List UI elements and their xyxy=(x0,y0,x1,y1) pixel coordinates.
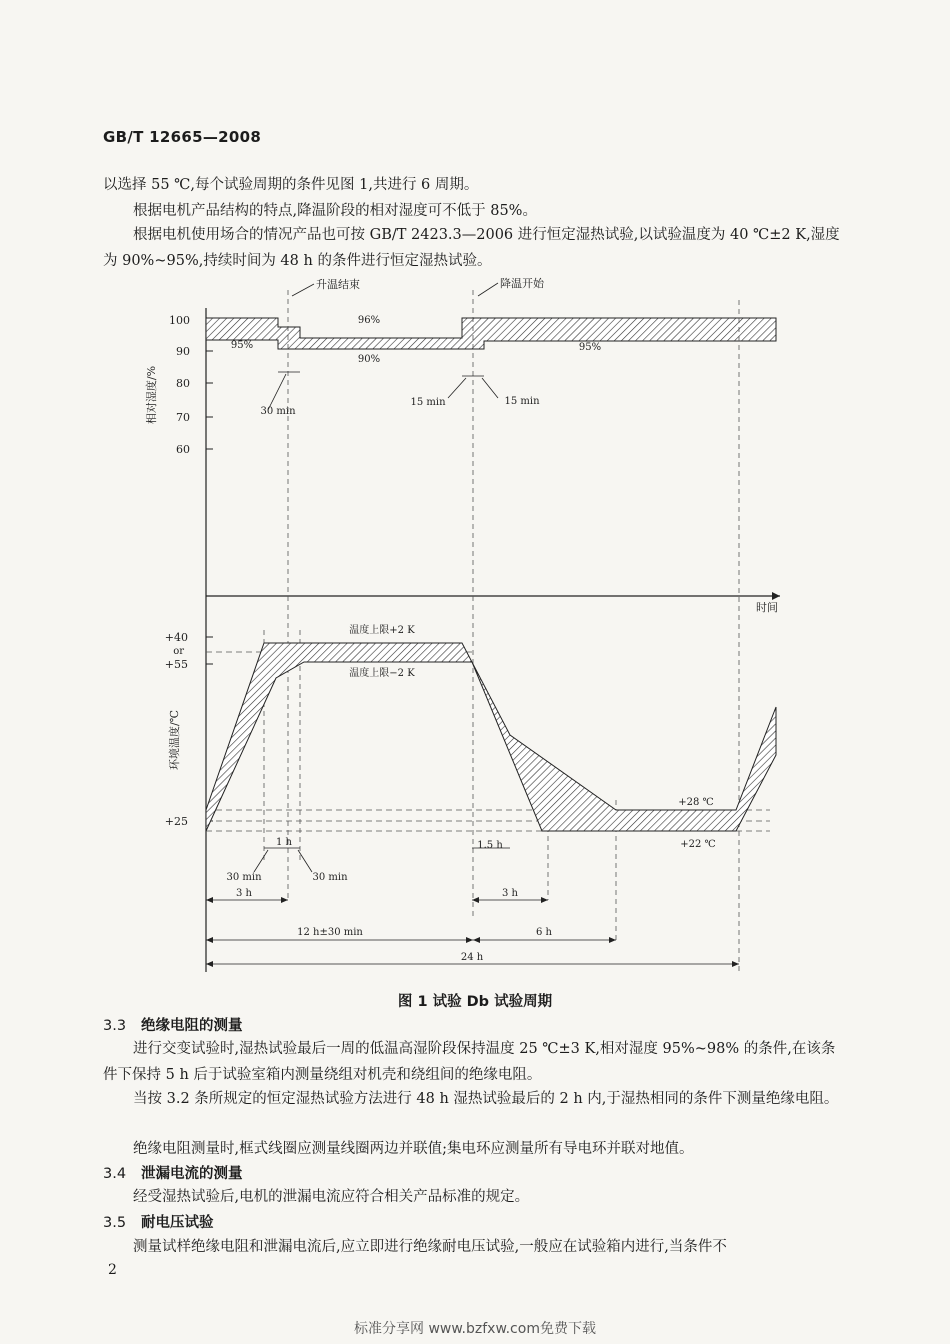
footer-watermark[interactable]: 标准分享网 www.bzfxw.com免费下载 xyxy=(354,1321,596,1337)
humidity-band xyxy=(206,318,776,349)
test-cycle-figure xyxy=(0,270,950,980)
rise-end-label: 升温结束 xyxy=(316,278,360,291)
section-3-5-title xyxy=(103,1211,214,1232)
dim-30min-right: 30 min xyxy=(312,872,348,883)
document-id-header: GB/T 12665—2008 xyxy=(103,128,262,146)
cool-start-leader xyxy=(478,283,498,296)
section-3-4-title xyxy=(103,1162,243,1183)
temp-tick-or: or xyxy=(173,646,184,657)
dim-15min-left: 15 min xyxy=(410,397,446,408)
temp-tick-25: +25 xyxy=(164,815,188,828)
humidity-axis-label: 相对湿度/% xyxy=(145,365,158,425)
cool-start-label: 降温开始 xyxy=(500,277,544,290)
phase-marker-lines xyxy=(264,290,739,972)
dim-30min-left: 30 min xyxy=(226,872,262,883)
temp-tick-55: +55 xyxy=(164,658,188,671)
humidity-95-right: 95% xyxy=(578,342,602,353)
section-3-4-paragraph: 经受湿热试验后,电机的泄漏电流应符合相关产品标准的规定。 xyxy=(133,1189,530,1205)
temp-upper-label: 温度上限+2 K xyxy=(349,625,415,636)
dim-12h: 12 h±30 min xyxy=(297,927,363,938)
figure-caption: 图 1 试验 Db 试验周期 xyxy=(397,994,553,1010)
humidity-tick-100: 100 xyxy=(169,314,190,327)
humidity-tick-90: 90 xyxy=(176,345,190,358)
humidity-95-left: 95% xyxy=(230,340,254,351)
dimension-lines xyxy=(206,848,739,964)
dim-30min-humidity: 30 min xyxy=(260,406,296,417)
temperature-axis-label: 环境温度/℃ xyxy=(168,709,181,771)
section-number: 3.4 xyxy=(103,1166,127,1182)
temp-lower-label: 温度上限−2 K xyxy=(349,668,415,679)
time-axis-arrow xyxy=(772,592,780,600)
time-label: 时间 xyxy=(756,601,778,614)
section-number: 3.5 xyxy=(103,1215,127,1231)
section-title-text: 绝缘电阻的测量 xyxy=(141,1018,243,1034)
humidity-96: 96% xyxy=(357,315,381,326)
humidity-tick-60: 60 xyxy=(176,443,190,456)
dim-1h: 1 h xyxy=(276,837,292,848)
section-title-text: 耐电压试验 xyxy=(141,1215,214,1231)
dim-24h: 24 h xyxy=(460,952,484,963)
section-title-text: 泄漏电流的测量 xyxy=(141,1166,243,1182)
temp-tick-40: +40 xyxy=(164,631,188,644)
section-3-3-title xyxy=(103,1014,243,1035)
section-3-3-paragraph-3: 绝缘电阻测量时,框式线圈应测量线圈两边并联值;集电环应测量所有导电环并联对地值。 xyxy=(133,1141,694,1157)
temp-28-label: +28 ℃ xyxy=(678,797,714,808)
section-3-3-paragraph-1: 进行交变试验时,湿热试验最后一周的低温高湿阶段保持温度 25 ℃±3 K,相对湿度 95%~98% 的条件,在该条件下保持 5 h 后于试验室箱内测量绕组对机壳和绕组间的绝缘电阻。 xyxy=(103,1041,836,1083)
dim-15min-right: 15 min xyxy=(504,396,540,407)
section-3-5-paragraph: 测量试样绝缘电阻和泄漏电流后,应立即进行绝缘耐电压试验,一般应在试验箱内进行,当条件不 xyxy=(133,1239,727,1255)
section-number: 3.3 xyxy=(103,1018,127,1034)
humidity-tick-70: 70 xyxy=(176,411,190,424)
section-3-3-paragraph-2: 当按 3.2 条所规定的恒定湿热试验方法进行 48 h 湿热试验最后的 2 h 内,于湿热相同的条件下测量绝缘电阻。 xyxy=(133,1091,839,1107)
temp-22-label: +22 ℃ xyxy=(680,839,716,850)
page-number: 2 xyxy=(108,1262,117,1278)
paragraph-3: 根据电机使用场合的情况产品也可按 GB/T 2423.3—2006 进行恒定湿热试验,以试验温度为 40 ℃±2 K,湿度为 90%~95%,持续时间为 48 h 的条件进行恒定湿热试验。 xyxy=(103,227,840,269)
humidity-tick-80: 80 xyxy=(176,377,190,390)
dim-1-5h: 1.5 h xyxy=(477,840,503,851)
dim-6h: 6 h xyxy=(536,927,552,938)
paragraph-1: 以选择 55 ℃,每个试验周期的条件见图 1,共进行 6 周期。 xyxy=(103,177,479,193)
dim-3h-right: 3 h xyxy=(502,888,518,899)
humidity-90: 90% xyxy=(357,354,381,365)
paragraph-2: 根据电机产品结构的特点,降温阶段的相对湿度可不低于 85%。 xyxy=(133,203,537,219)
dim-3h-left: 3 h xyxy=(236,888,252,899)
rise-end-leader xyxy=(292,284,314,296)
